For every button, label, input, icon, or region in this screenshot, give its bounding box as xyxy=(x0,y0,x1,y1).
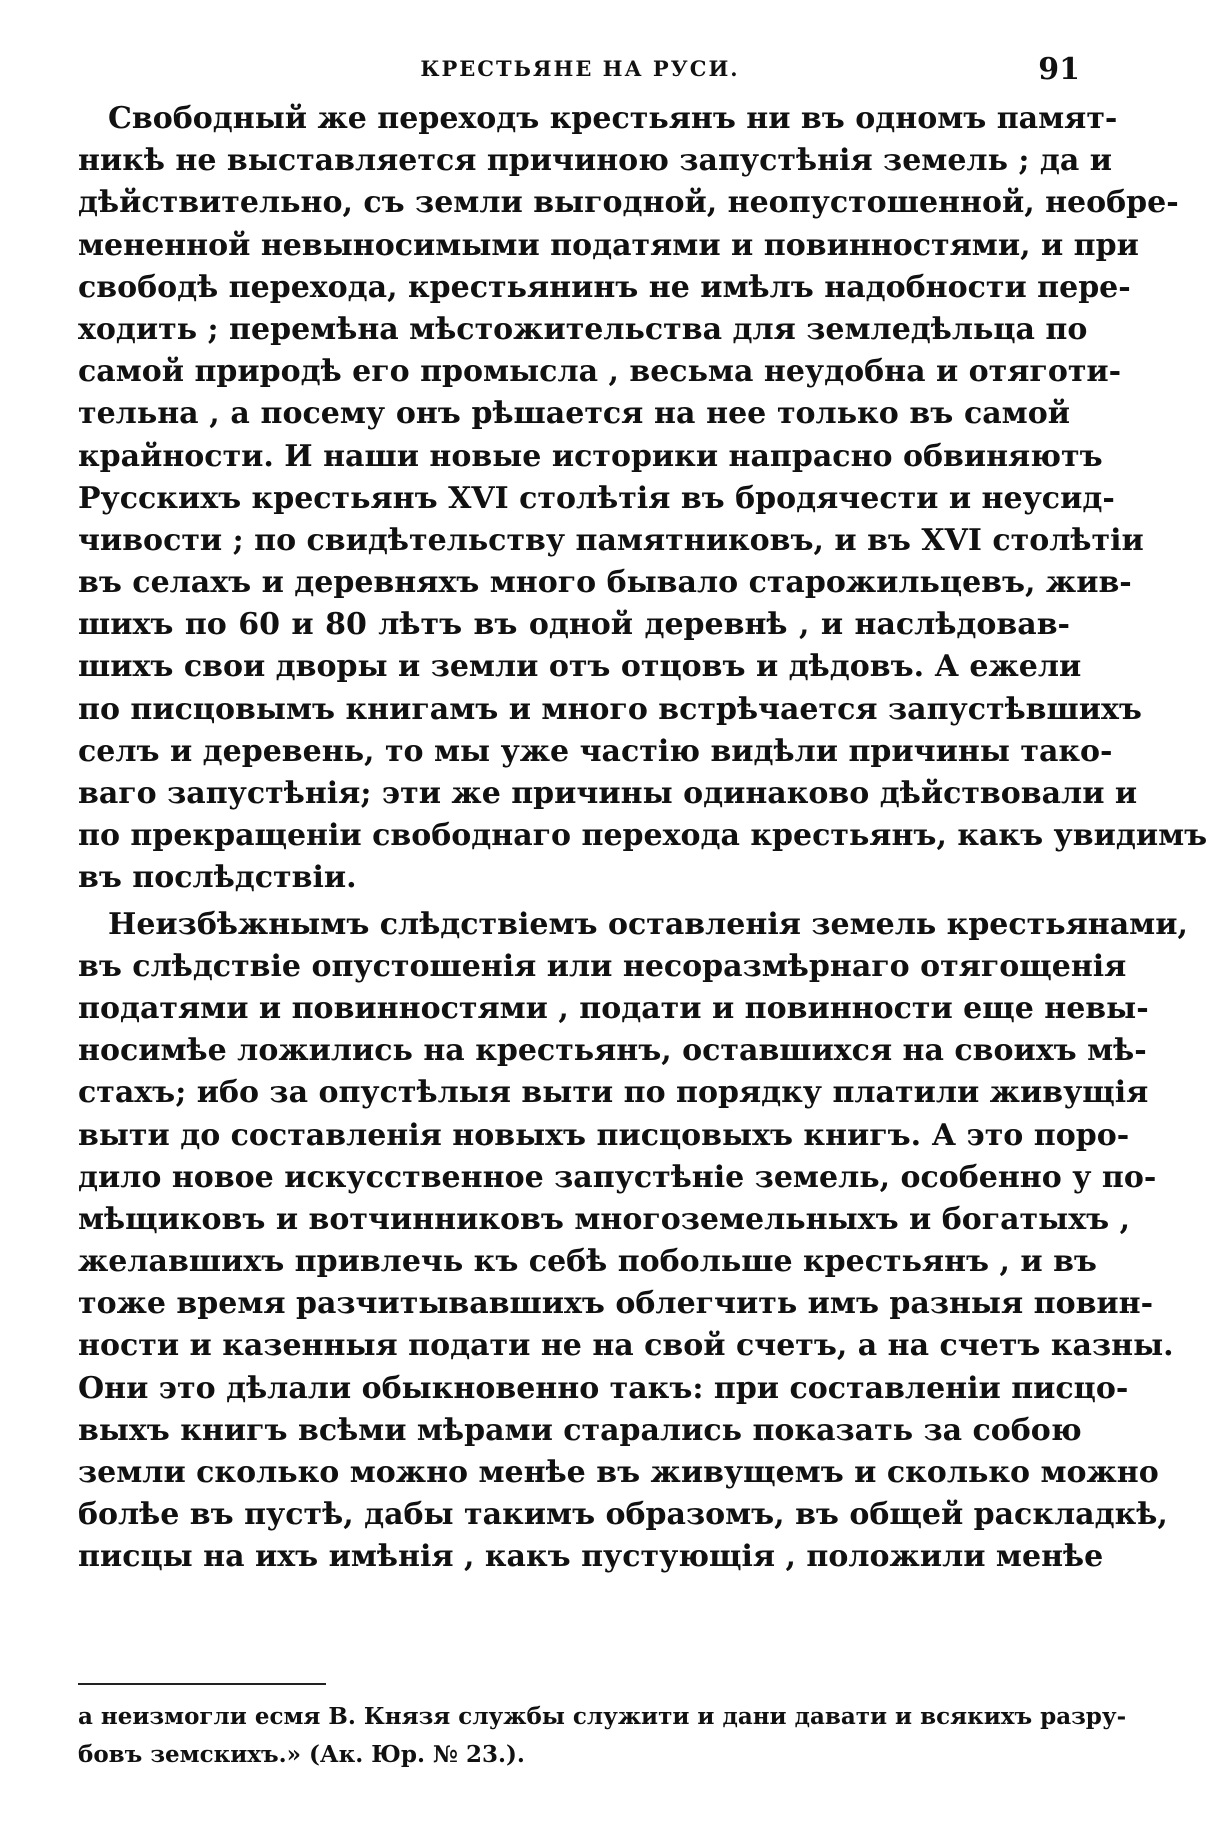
text-line: болѣе въ пустѣ, дабы такимъ образомъ, въ общей раскладкѣ, xyxy=(78,1497,1168,1533)
text-line: ности и казенныя подати не на свой счетъ, а на счетъ казны. xyxy=(78,1328,1174,1364)
paragraph-1 xyxy=(78,98,1207,900)
text-line: Они это дѣлали обыкновенно такъ: при составленіи писцо- xyxy=(78,1370,1129,1406)
text-line: Русскихъ крестьянъ XVI столѣтія въ бродячести и неусид- xyxy=(78,480,1115,516)
text-line: въ селахъ и деревняхъ много бывало старожильцевъ, жив- xyxy=(78,565,1132,601)
footnote xyxy=(78,1698,1127,1774)
running-title: КРЕСТЬЯНЕ НА РУСИ. xyxy=(420,56,740,81)
text-line: ходить ; перемѣна мѣстожительства для земледѣльца по xyxy=(78,311,1088,347)
text-line: выхъ книгъ всѣми мѣрами старались показать за собою xyxy=(78,1412,1082,1448)
text-line: свободѣ перехода, крестьянинъ не имѣлъ надобности пере- xyxy=(78,269,1131,305)
text-line: шихъ по 60 и 80 лѣтъ въ одной деревнѣ , и наслѣдовав- xyxy=(78,607,1070,643)
text-line: ваго запустѣнія; эти же причины одинаково дѣйствовали и xyxy=(78,776,1138,811)
footnote-rule xyxy=(78,1683,326,1685)
text-line: въ послѣдствіи. xyxy=(78,860,357,896)
paragraph-2 xyxy=(78,904,1188,1579)
text-line: самой природѣ его промысла , весьма неудобна и отяготи- xyxy=(78,354,1122,390)
text-line: выти до составленія новыхъ писцовыхъ книгъ. А это поро- xyxy=(78,1117,1130,1153)
page-number: 91 xyxy=(1038,52,1080,87)
text-line: тоже время разчитывавшихъ облегчить имъ разныя повин- xyxy=(78,1286,1154,1322)
body-text xyxy=(78,98,1207,1579)
text-line: стахъ; ибо за опустѣлыя выти по порядку платили живущія xyxy=(78,1075,1149,1111)
text-line: дѣйствительно, съ земли выгодной, неопустошенной, необре- xyxy=(78,185,1179,221)
footnote-line: бовъ земскихъ.» (Ак. Юр. № 23.). xyxy=(78,1741,525,1768)
text-line: носимѣе ложились на крестьянъ, оставшихся на своихъ мѣ- xyxy=(78,1033,1147,1069)
text-line: земли сколько можно менѣе въ живущемъ и сколько можно xyxy=(78,1455,1159,1490)
text-line: желавшихъ привлечь къ себѣ побольше крестьянъ , и въ xyxy=(78,1244,1097,1280)
text-line: селъ и деревень, то мы уже частію видѣли причины тако- xyxy=(78,733,1113,769)
running-head xyxy=(80,52,1080,92)
text-line: Неизбѣжнымъ слѣдствіемъ оставленія земель крестьянами, xyxy=(108,906,1188,942)
text-line: никѣ не выставляется причиною запустѣнія земель ; да и xyxy=(78,143,1113,179)
text-line: по писцовымъ книгамъ и много встрѣчается запустѣвшихъ xyxy=(78,691,1142,727)
text-line: тельна , а посему онъ рѣшается на нее только въ самой xyxy=(78,396,1070,432)
text-line: писцы на ихъ имѣнія , какъ пустующія , положили менѣе xyxy=(78,1539,1104,1575)
text-line: въ слѣдствіе опустошенія или несоразмѣрнаго отягощенія xyxy=(78,948,1127,984)
text-line: податями и повинностями , подати и повинности еще невы- xyxy=(78,990,1149,1026)
text-line: крайности. И наши новые историки напрасно обвиняютъ xyxy=(78,438,1103,474)
text-line: чивости ; по свидѣтельству памятниковъ, и въ XVI столѣтіи xyxy=(78,522,1144,558)
text-line: по прекращеніи свободнаго перехода крестьянъ, какъ увидимъ xyxy=(78,818,1207,854)
text-line: мѣщиковъ и вотчинниковъ многоземельныхъ и богатыхъ , xyxy=(78,1201,1131,1237)
text-line: Свободный же переходъ крестьянъ ни въ одномъ памят- xyxy=(108,101,1118,136)
text-line: шихъ свои дворы и земли отъ отцовъ и дѣдовъ. А ежели xyxy=(78,649,1082,685)
footnote-line: а неизмогли есмя В. Князя службы служити и дани давати и всякихъ разру- xyxy=(78,1703,1127,1730)
text-line: мененной невыносимыми податями и повинностями, и при xyxy=(78,227,1139,263)
text-line: дило новое искусственное запустѣніе земель, особенно у по- xyxy=(78,1159,1157,1195)
